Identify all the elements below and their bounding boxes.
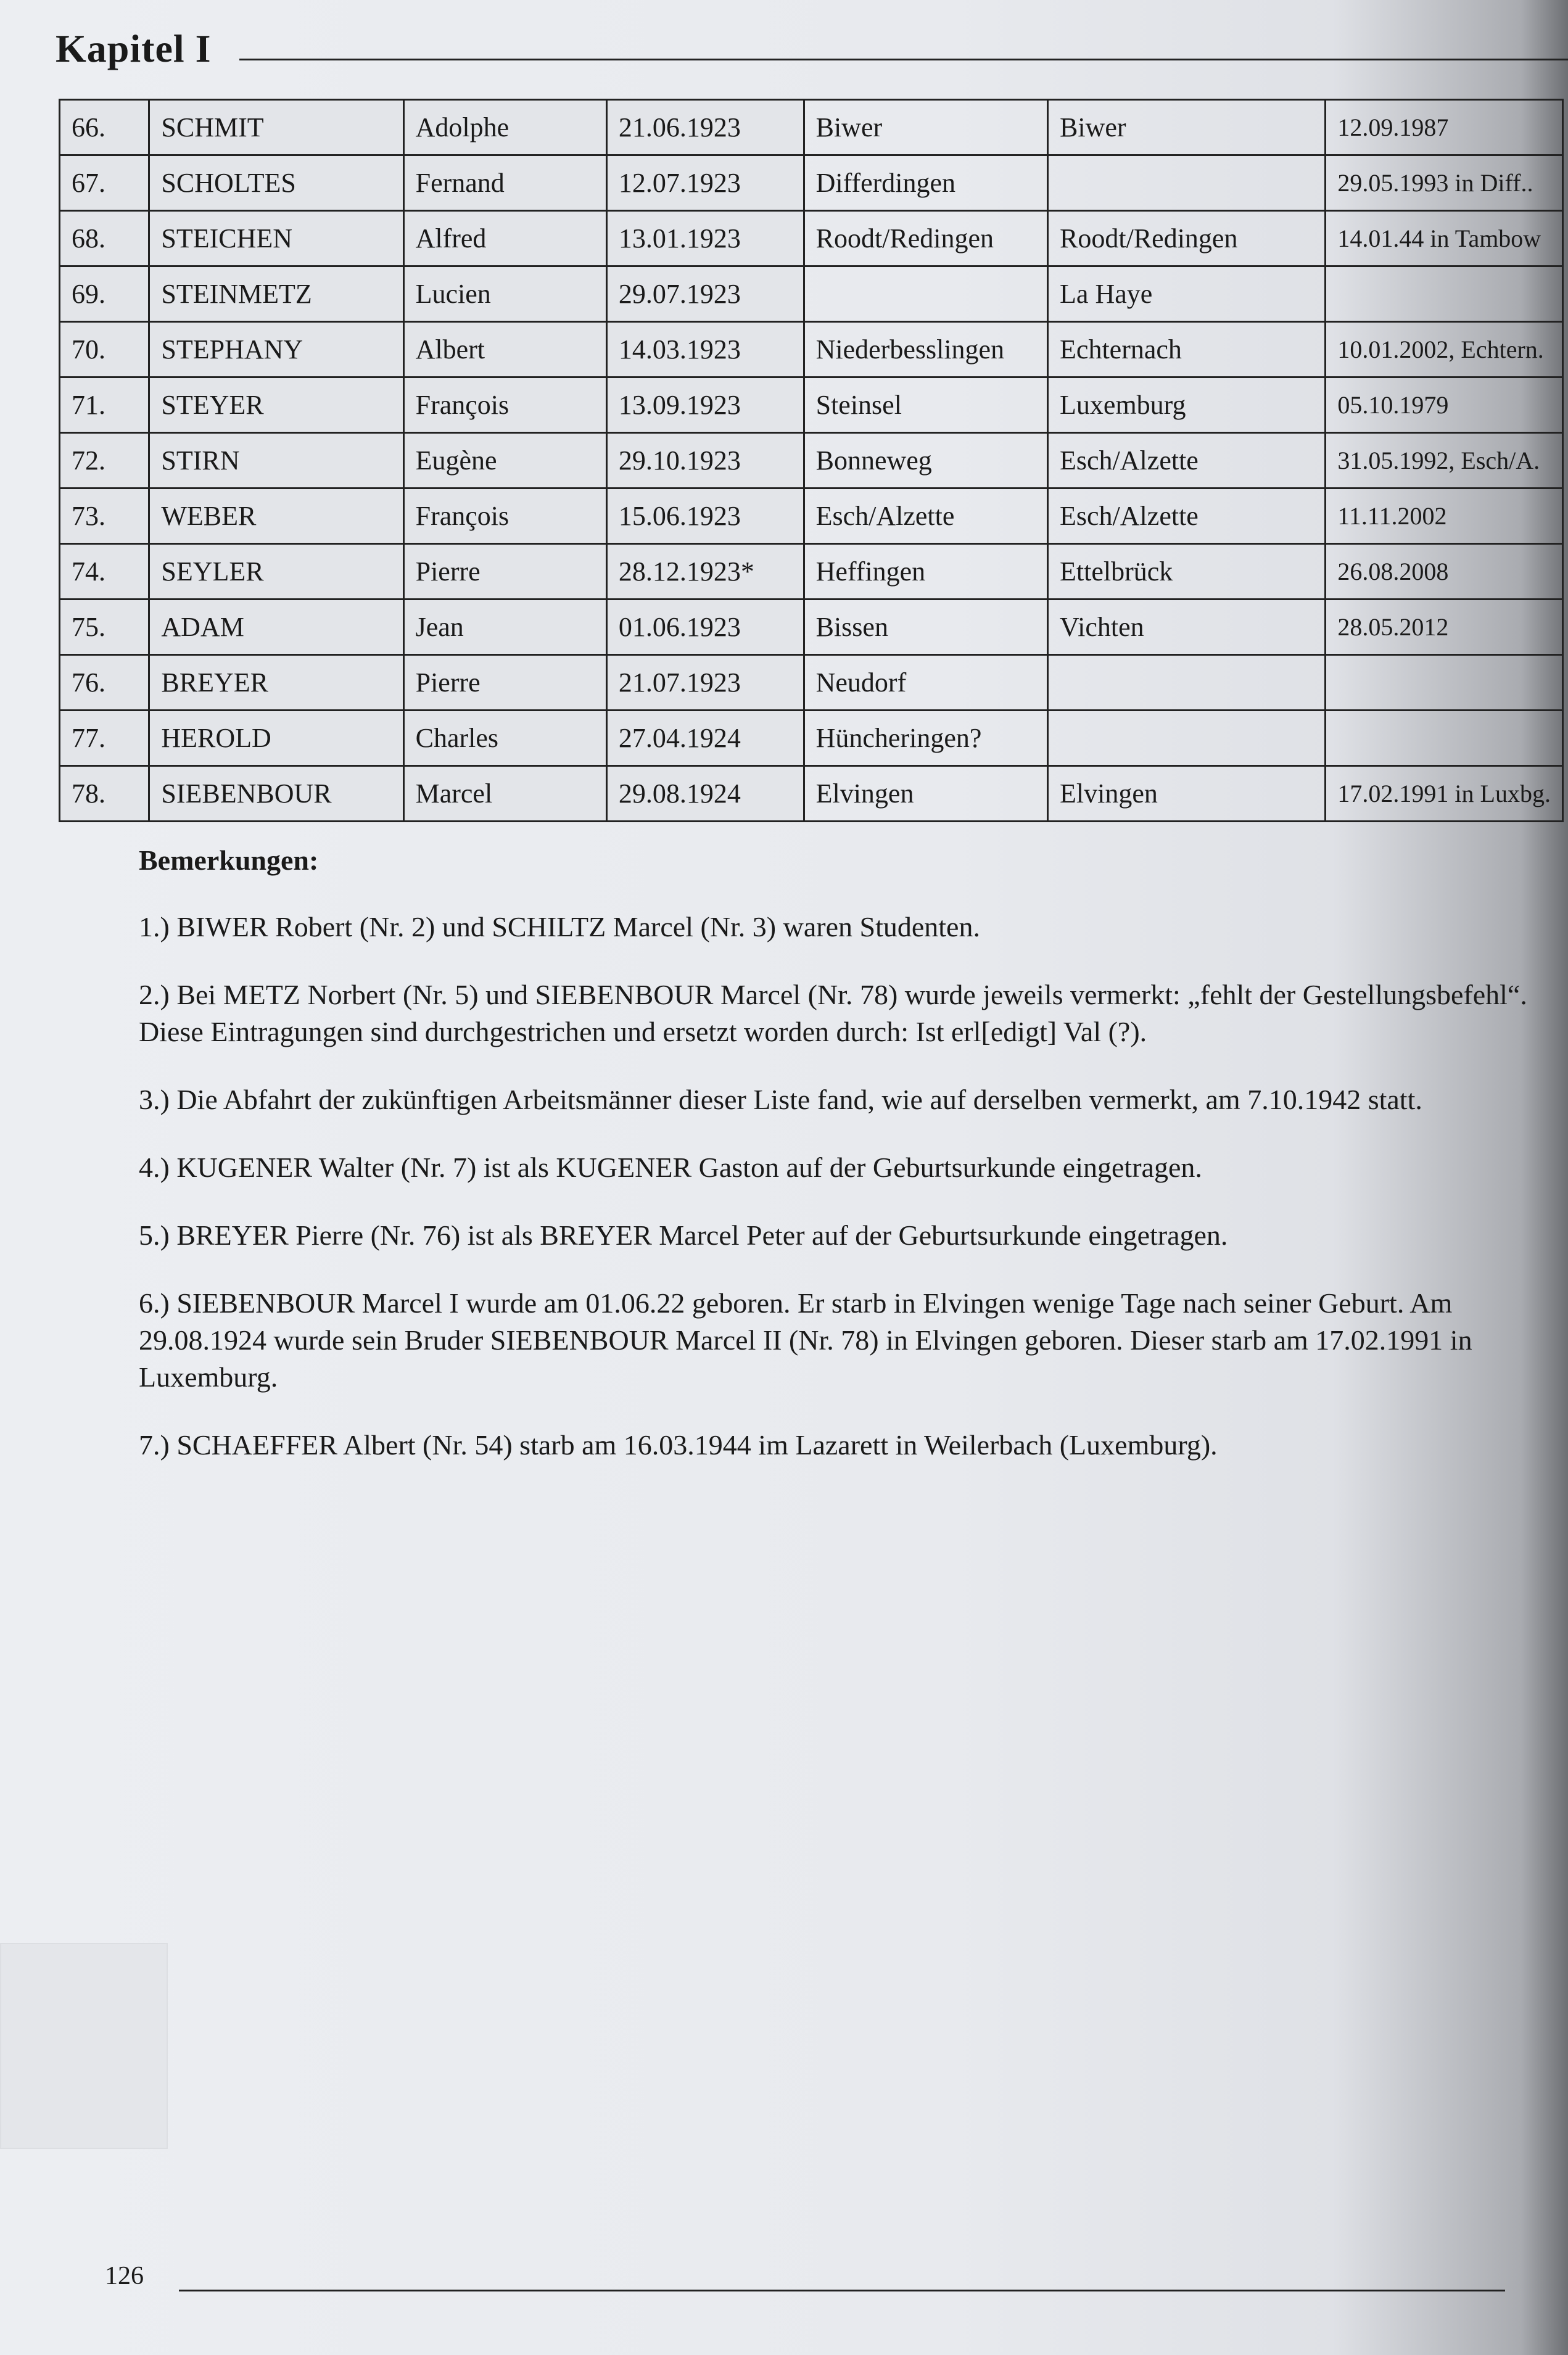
birthplace-cell: Hüncheringen? — [804, 711, 1047, 766]
table-row — [60, 211, 1563, 266]
birthplace-cell — [804, 266, 1047, 322]
row-number: 70. — [60, 322, 149, 377]
birthplace-cell: Steinsel — [804, 377, 1047, 433]
death-cell: 26.08.2008 — [1326, 544, 1563, 600]
residence-cell: Elvingen — [1048, 766, 1326, 822]
birthplace-cell: Differdingen — [804, 155, 1047, 211]
first-name-cell: François — [403, 377, 606, 433]
residence-cell: Esch/Alzette — [1048, 433, 1326, 489]
death-cell — [1326, 266, 1563, 322]
row-number: 66. — [60, 100, 149, 155]
birth-date-cell: 27.04.1924 — [606, 711, 804, 766]
surname-cell: STIRN — [149, 433, 403, 489]
residence-cell — [1048, 155, 1326, 211]
birth-date-cell: 15.06.1923 — [606, 489, 804, 544]
row-number: 69. — [60, 266, 149, 322]
birthplace-cell: Bonneweg — [804, 433, 1047, 489]
surname-cell: STEYER — [149, 377, 403, 433]
birth-date-cell: 29.07.1923 — [606, 266, 804, 322]
row-number: 72. — [60, 433, 149, 489]
birth-date-cell: 21.07.1923 — [606, 655, 804, 711]
row-number: 73. — [60, 489, 149, 544]
row-number: 67. — [60, 155, 149, 211]
remarks-heading: Bemerkungen: — [139, 844, 319, 876]
table-row — [60, 544, 1563, 600]
death-cell: 05.10.1979 — [1326, 377, 1563, 433]
residence-cell: Echternach — [1048, 322, 1326, 377]
remark-item: 7.) SCHAEFFER Albert (Nr. 54) starb am 16.03.1944 im Lazarett in Weilerbach (Luxemburg). — [139, 1429, 1218, 1461]
death-cell: 10.01.2002, Echtern. — [1326, 322, 1563, 377]
residence-cell — [1048, 711, 1326, 766]
first-name-cell: Jean — [403, 600, 606, 655]
remark-item: 3.) Die Abfahrt der zukünftigen Arbeitsmänner dieser Liste fand, wie auf derselben vermerkt, am 7.10.1942 statt. — [139, 1084, 1422, 1115]
chapter-title: Kapitel I — [56, 27, 212, 70]
birth-date-cell: 12.07.1923 — [606, 155, 804, 211]
table-row — [60, 489, 1563, 544]
death-cell: 11.11.2002 — [1326, 489, 1563, 544]
first-name-cell: Eugène — [403, 433, 606, 489]
birthplace-cell: Neudorf — [804, 655, 1047, 711]
first-name-cell: Pierre — [403, 544, 606, 600]
row-number: 76. — [60, 655, 149, 711]
table-row — [60, 266, 1563, 322]
birth-date-cell: 01.06.1923 — [606, 600, 804, 655]
death-cell: 28.05.2012 — [1326, 600, 1563, 655]
surname-cell: STEPHANY — [149, 322, 403, 377]
surname-cell: SCHMIT — [149, 100, 403, 155]
birthplace-cell: Bissen — [804, 600, 1047, 655]
birthplace-cell: Elvingen — [804, 766, 1047, 822]
remarks-section — [139, 842, 1551, 1495]
residence-cell: Biwer — [1048, 100, 1326, 155]
birth-date-cell: 28.12.1923* — [606, 544, 804, 600]
residence-cell: Ettelbrück — [1048, 544, 1326, 600]
birthplace-cell: Esch/Alzette — [804, 489, 1047, 544]
remark-item: 2.) Bei METZ Norbert (Nr. 5) und SIEBENBOUR Marcel (Nr. 78) wurde jeweils vermerkt: „fehlt der Gestellungsbefehl“. Diese Eintragungen sind durchgestrichen und ersetzt worden durch: Ist erl[edigt] Val (?). — [139, 979, 1527, 1047]
first-name-cell: Adolphe — [403, 100, 606, 155]
margin-patch — [0, 1943, 168, 2149]
roster-body — [60, 100, 1563, 822]
death-cell: 12.09.1987 — [1326, 100, 1563, 155]
surname-cell: WEBER — [149, 489, 403, 544]
table-row — [60, 600, 1563, 655]
residence-cell: Luxemburg — [1048, 377, 1326, 433]
row-number: 71. — [60, 377, 149, 433]
remark-item: 5.) BREYER Pierre (Nr. 76) ist als BREYER Marcel Peter auf der Geburtsurkunde eingetragen. — [139, 1219, 1228, 1251]
birth-date-cell: 13.09.1923 — [606, 377, 804, 433]
residence-cell — [1048, 655, 1326, 711]
first-name-cell: Alfred — [403, 211, 606, 266]
birth-date-cell: 29.08.1924 — [606, 766, 804, 822]
birthplace-cell: Heffingen — [804, 544, 1047, 600]
birthplace-cell: Biwer — [804, 100, 1047, 155]
birthplace-cell: Roodt/Redingen — [804, 211, 1047, 266]
page-number: 126 — [105, 2262, 144, 2290]
death-cell: 17.02.1991 in Luxbg. — [1326, 766, 1563, 822]
row-number: 75. — [60, 600, 149, 655]
residence-cell: Esch/Alzette — [1048, 489, 1326, 544]
first-name-cell: Fernand — [403, 155, 606, 211]
remark-item: 6.) SIEBENBOUR Marcel I wurde am 01.06.22 geboren. Er starb in Elvingen wenige Tage nach seiner Geburt. Am 29.08.1924 wurde sein Bruder SIEBENBOUR Marcel II (Nr. 78) in Elvingen geboren. Dieser starb am 17.02.1991 in Luxemburg. — [139, 1287, 1472, 1393]
first-name-cell: Marcel — [403, 766, 606, 822]
table-row — [60, 155, 1563, 211]
death-cell: 29.05.1993 in Diff.. — [1326, 155, 1563, 211]
first-name-cell: Charles — [403, 711, 606, 766]
surname-cell: HEROLD — [149, 711, 403, 766]
birthplace-cell: Niederbesslingen — [804, 322, 1047, 377]
death-cell — [1326, 655, 1563, 711]
first-name-cell: Lucien — [403, 266, 606, 322]
table-row — [60, 322, 1563, 377]
surname-cell: SCHOLTES — [149, 155, 403, 211]
surname-cell: ADAM — [149, 600, 403, 655]
first-name-cell: François — [403, 489, 606, 544]
table-row — [60, 433, 1563, 489]
surname-cell: STEICHEN — [149, 211, 403, 266]
row-number: 74. — [60, 544, 149, 600]
first-name-cell: Pierre — [403, 655, 606, 711]
row-number: 68. — [60, 211, 149, 266]
death-cell: 14.01.44 in Tambow — [1326, 211, 1563, 266]
surname-cell: STEINMETZ — [149, 266, 403, 322]
remark-item: 1.) BIWER Robert (Nr. 2) und SCHILTZ Marcel (Nr. 3) waren Studenten. — [139, 911, 980, 942]
table-row — [60, 711, 1563, 766]
birth-date-cell: 14.03.1923 — [606, 322, 804, 377]
birth-date-cell: 29.10.1923 — [606, 433, 804, 489]
residence-cell: La Haye — [1048, 266, 1326, 322]
row-number: 77. — [60, 711, 149, 766]
table-row — [60, 766, 1563, 822]
death-cell — [1326, 711, 1563, 766]
roster-table — [59, 99, 1564, 822]
table-row — [60, 655, 1563, 711]
death-cell: 31.05.1992, Esch/A. — [1326, 433, 1563, 489]
surname-cell: SIEBENBOUR — [149, 766, 403, 822]
surname-cell: BREYER — [149, 655, 403, 711]
footer-rule — [179, 2290, 1505, 2291]
residence-cell: Roodt/Redingen — [1048, 211, 1326, 266]
table-row — [60, 377, 1563, 433]
birth-date-cell: 21.06.1923 — [606, 100, 804, 155]
header-rule — [239, 59, 1568, 60]
surname-cell: SEYLER — [149, 544, 403, 600]
residence-cell: Vichten — [1048, 600, 1326, 655]
table-row — [60, 100, 1563, 155]
first-name-cell: Albert — [403, 322, 606, 377]
birth-date-cell: 13.01.1923 — [606, 211, 804, 266]
row-number: 78. — [60, 766, 149, 822]
remark-item: 4.) KUGENER Walter (Nr. 7) ist als KUGENER Gaston auf der Geburtsurkunde eingetragen. — [139, 1152, 1202, 1183]
